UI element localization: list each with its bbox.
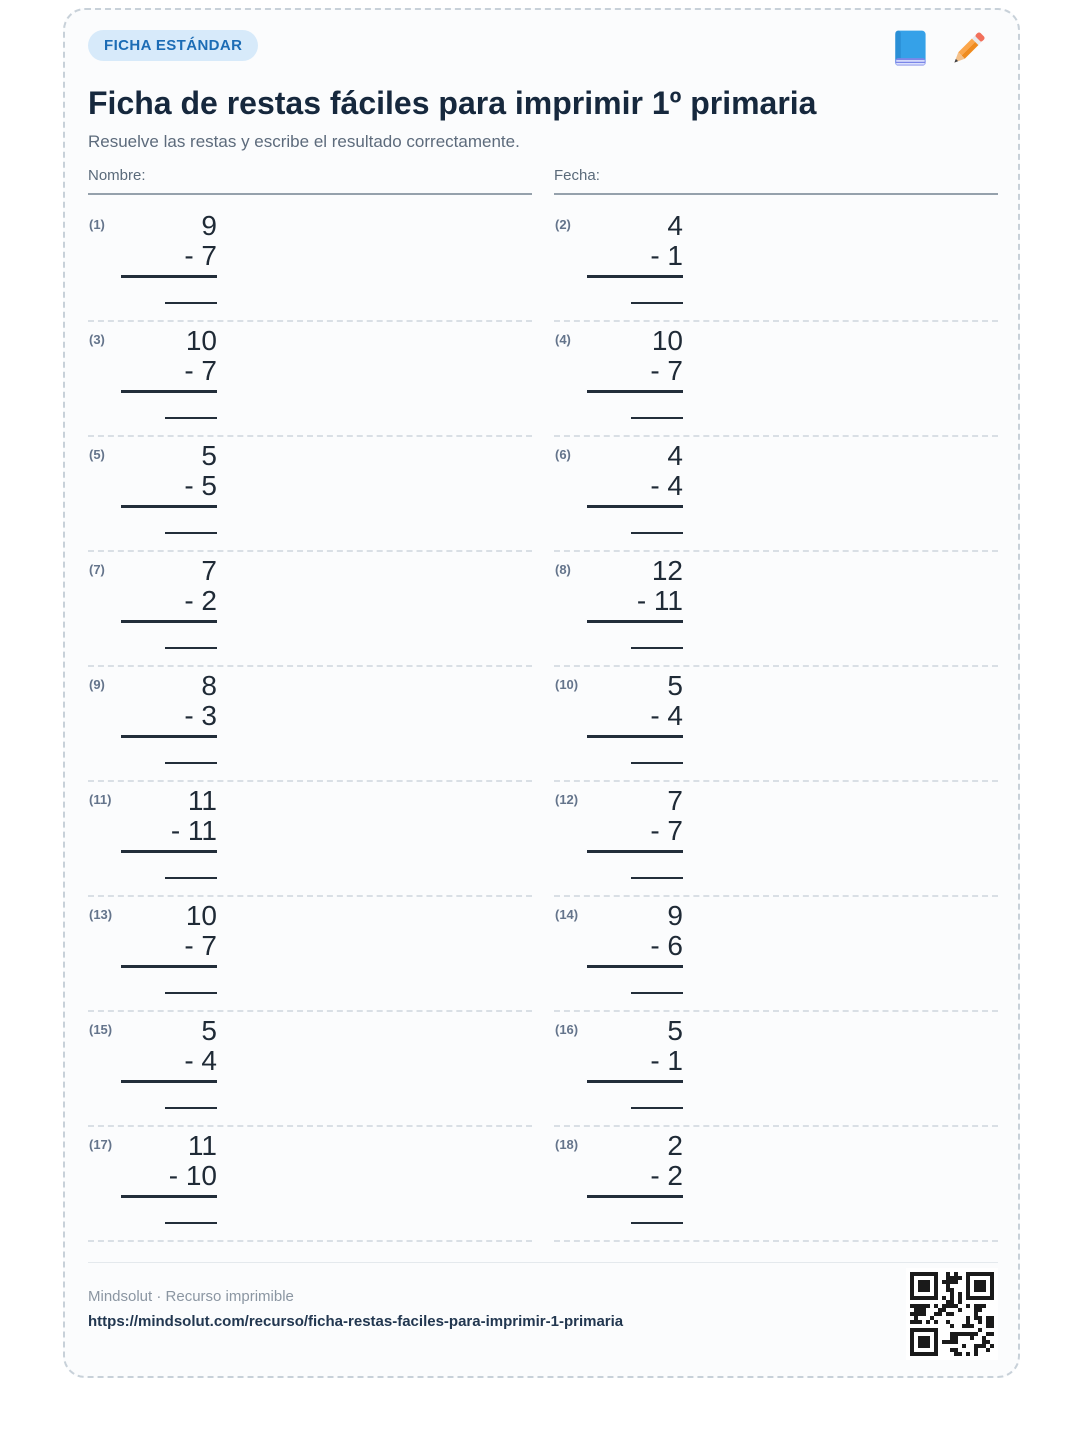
- minuend: 9: [667, 899, 683, 931]
- problems-grid: [88, 207, 998, 1242]
- subtrahend: - 4: [650, 469, 683, 501]
- subtrahend: - 1: [650, 239, 683, 271]
- minuend: 11: [187, 1129, 217, 1161]
- operation-line: [587, 1195, 683, 1198]
- answer-line: [631, 877, 683, 879]
- problem-cell: [88, 1127, 532, 1242]
- problem-block: [587, 667, 683, 764]
- problem-block: [587, 1127, 683, 1224]
- minuend: 10: [185, 899, 217, 931]
- qr-code: [906, 1268, 998, 1360]
- footer-source: Mindsolut · Recurso imprimible: [88, 1287, 294, 1305]
- footer: [88, 1262, 998, 1360]
- answer-line: [631, 417, 683, 419]
- problem-cell: [88, 322, 532, 437]
- answer-line: [165, 532, 217, 534]
- problem-cell: [88, 207, 532, 322]
- answer-line: [631, 647, 683, 649]
- answer-line: [165, 1107, 217, 1109]
- minuend: 4: [667, 439, 683, 471]
- blue-book-icon: [888, 26, 932, 72]
- problem-block: [587, 782, 683, 879]
- minuend: 5: [201, 1014, 217, 1046]
- problem-number: (18): [555, 1136, 579, 1152]
- minuend: 4: [667, 209, 683, 241]
- operation-line: [587, 735, 683, 738]
- problem-number: (10): [555, 676, 579, 692]
- operation-line: [121, 390, 217, 393]
- problem-number: (6): [555, 446, 571, 462]
- problem-block: [121, 207, 217, 304]
- problem-number: (13): [89, 906, 113, 922]
- answer-line: [631, 532, 683, 534]
- operation-line: [121, 1195, 217, 1198]
- problem-number: (2): [555, 216, 571, 232]
- minuend: 7: [201, 554, 217, 586]
- problem-number: (17): [89, 1136, 113, 1152]
- problem-cell: [554, 207, 998, 322]
- problem-block: [587, 552, 683, 649]
- problem-cell: [88, 782, 532, 897]
- footer-url[interactable]: https://mindsolut.com/recurso/ficha-restas-faciles-para-imprimir-1-primaria: [88, 1312, 624, 1330]
- problem-number: (12): [555, 791, 579, 807]
- problem-number: (4): [555, 331, 571, 347]
- answer-line: [631, 1222, 683, 1224]
- answer-line: [165, 992, 217, 994]
- name-label: Nombre:: [88, 166, 146, 184]
- problem-block: [587, 1012, 683, 1109]
- operation-line: [121, 620, 217, 623]
- subtrahend: - 11: [170, 814, 217, 846]
- subtrahend: - 7: [650, 814, 683, 846]
- minuend: 8: [201, 669, 217, 701]
- footer-text: [88, 1268, 623, 1330]
- header-icons: [888, 26, 990, 72]
- problem-cell: [554, 1012, 998, 1127]
- problem-block: [587, 437, 683, 534]
- operation-line: [121, 275, 217, 278]
- minuend: 10: [185, 324, 217, 356]
- operation-line: [587, 620, 683, 623]
- problem-number: (9): [89, 676, 105, 692]
- operation-line: [121, 850, 217, 853]
- subtrahend: - 10: [168, 1159, 217, 1191]
- name-write-line: [88, 192, 532, 195]
- operation-line: [121, 735, 217, 738]
- operation-line: [587, 505, 683, 508]
- problem-number: (5): [89, 446, 105, 462]
- problem-number: (3): [89, 331, 105, 347]
- problem-cell: [554, 552, 998, 667]
- worksheet-type-badge: FICHA ESTÁNDAR: [88, 30, 258, 61]
- operation-line: [587, 390, 683, 393]
- minuend: 5: [667, 1014, 683, 1046]
- subtrahend: - 4: [184, 1044, 217, 1076]
- problem-cell: [554, 897, 998, 1012]
- subtrahend: - 7: [650, 354, 683, 386]
- subtrahend: - 7: [184, 239, 217, 271]
- operation-line: [587, 275, 683, 278]
- problem-cell: [554, 322, 998, 437]
- problem-block: [121, 437, 217, 534]
- subtrahend: - 1: [650, 1044, 683, 1076]
- name-field: [88, 168, 532, 195]
- problem-block: [121, 667, 217, 764]
- pencil-icon: [946, 26, 990, 72]
- problem-cell: [554, 782, 998, 897]
- operation-line: [587, 1080, 683, 1083]
- answer-line: [165, 647, 217, 649]
- header: [88, 24, 998, 72]
- problem-block: [121, 552, 217, 649]
- minuend: 12: [651, 554, 683, 586]
- problem-number: (1): [89, 216, 105, 232]
- problem-cell: [88, 552, 532, 667]
- operation-line: [121, 1080, 217, 1083]
- date-field: [554, 168, 998, 195]
- problem-cell: [554, 437, 998, 552]
- date-write-line: [554, 192, 998, 195]
- operation-line: [587, 965, 683, 968]
- page-subtitle: Resuelve las restas y escribe el resultado correctamente.: [88, 131, 520, 151]
- date-label: Fecha:: [554, 166, 600, 184]
- problem-number: (7): [89, 561, 105, 577]
- problem-block: [121, 1012, 217, 1109]
- subtrahend: - 7: [184, 354, 217, 386]
- minuend: 11: [187, 784, 217, 816]
- problem-block: [121, 897, 217, 994]
- subtrahend: - 7: [184, 929, 217, 961]
- problem-block: [121, 1127, 217, 1224]
- operation-line: [587, 850, 683, 853]
- problem-cell: [88, 1012, 532, 1127]
- problem-number: (8): [555, 561, 571, 577]
- problem-block: [121, 782, 217, 879]
- page-title: Ficha de restas fáciles para imprimir 1º primaria: [88, 85, 817, 121]
- minuend: 5: [201, 439, 217, 471]
- problem-cell: [554, 1127, 998, 1242]
- answer-line: [165, 877, 217, 879]
- minuend: 10: [651, 324, 683, 356]
- answer-line: [631, 762, 683, 764]
- subtrahend: - 4: [650, 699, 683, 731]
- answer-line: [165, 302, 217, 304]
- answer-line: [631, 302, 683, 304]
- problem-block: [121, 322, 217, 419]
- answer-line: [631, 1107, 683, 1109]
- answer-line: [165, 762, 217, 764]
- minuend: 5: [667, 669, 683, 701]
- answer-line: [165, 417, 217, 419]
- problem-cell: [88, 897, 532, 1012]
- subtrahend: - 5: [184, 469, 217, 501]
- operation-line: [121, 505, 217, 508]
- problem-number: (11): [89, 791, 112, 807]
- problem-block: [587, 322, 683, 419]
- worksheet-card: [63, 8, 1020, 1378]
- operation-line: [121, 965, 217, 968]
- problem-block: [587, 897, 683, 994]
- answer-line: [165, 1222, 217, 1224]
- subtrahend: - 2: [184, 584, 217, 616]
- problem-number: (15): [89, 1021, 113, 1037]
- problem-block: [587, 207, 683, 304]
- minuend: 9: [201, 209, 217, 241]
- minuend: 7: [667, 784, 683, 816]
- minuend: 2: [667, 1129, 683, 1161]
- subtrahend: - 6: [650, 929, 683, 961]
- name-date-row: [88, 168, 998, 195]
- problem-cell: [88, 667, 532, 782]
- subtrahend: - 2: [650, 1159, 683, 1191]
- problem-cell: [554, 667, 998, 782]
- problem-number: (16): [555, 1021, 579, 1037]
- problem-number: (14): [555, 906, 579, 922]
- answer-line: [631, 992, 683, 994]
- subtrahend: - 3: [184, 699, 217, 731]
- problem-cell: [88, 437, 532, 552]
- subtrahend: - 11: [636, 584, 683, 616]
